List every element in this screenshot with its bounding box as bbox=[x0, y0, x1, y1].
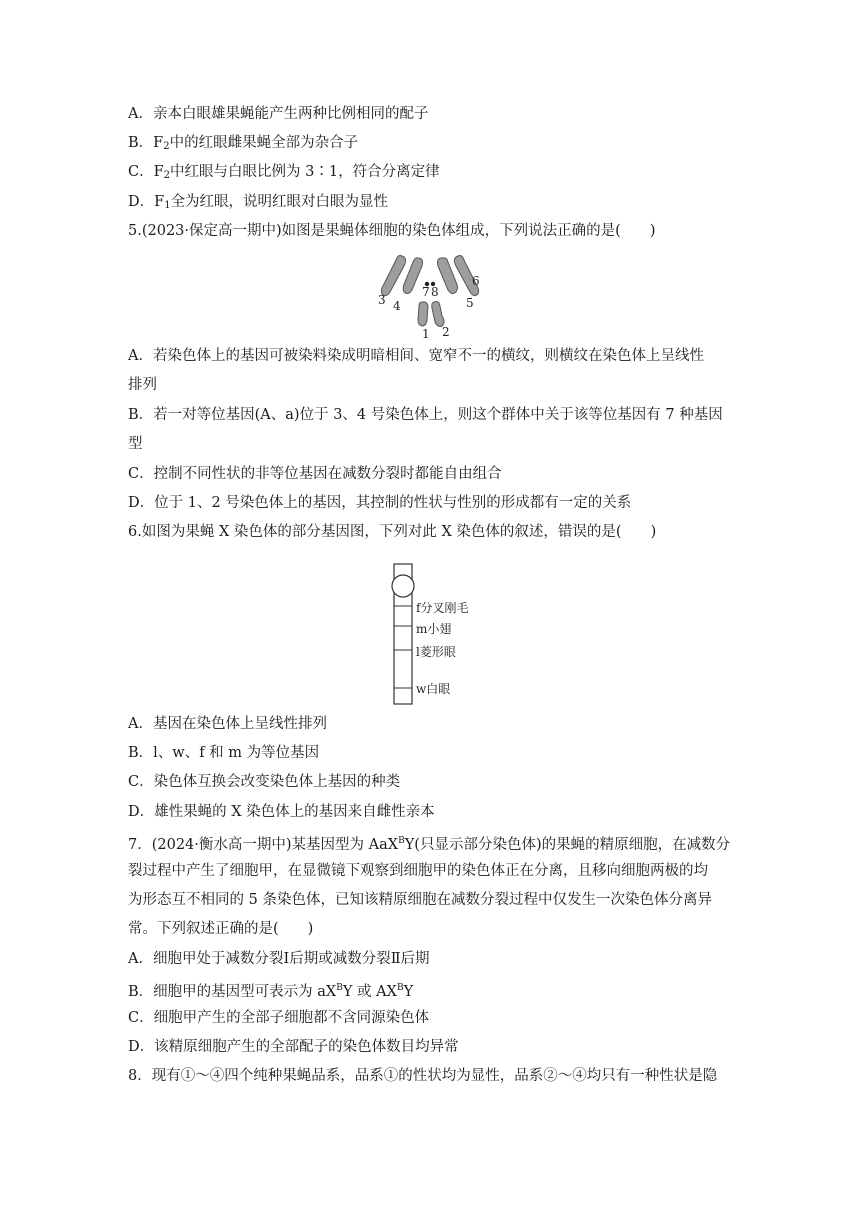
q4-option-d: D．$F_1$全为红眼，说明红眼对白眼为显性 bbox=[128, 194, 389, 211]
q6-option-c: C．染色体互换会改变染色体上基因的种类 bbox=[128, 774, 401, 790]
q5-option-a-line2: 排列 bbox=[128, 377, 157, 393]
q8-stem-line1: 8．现有①～④四个纯种果蝇品系，品系①的性状均为显性，品系②～④均只有一种性状是隐 bbox=[128, 1068, 718, 1084]
q7-stem-line2: 裂过程中产生了细胞甲，在显微镜下观察到细胞甲的染色体正在分离，且移向细胞两极的均 bbox=[128, 863, 708, 879]
q7-option-b: B．细胞甲的基因型可表示为 $aX^BY$ 或 $AX^BY$ bbox=[128, 983, 414, 1000]
centromere bbox=[392, 575, 414, 597]
q5-stem: 5.(2023·保定高一期中)如图是果蝇体细胞的染色体组成，下列说法正确的是( ) bbox=[128, 223, 656, 239]
gene-label-w: w白眼 bbox=[416, 682, 451, 696]
gene-label-m: m小翅 bbox=[416, 622, 452, 636]
label-6: 6 bbox=[472, 274, 480, 288]
q6-option-a: A．基因在染色体上呈线性排列 bbox=[128, 716, 327, 732]
label-8: 8 bbox=[431, 285, 439, 299]
q5-option-d: D．位于 1、2 号染色体上的基因，其控制的性状与性别的形成都有一定的关系 bbox=[128, 495, 632, 511]
label-1: 1 bbox=[422, 327, 430, 341]
q7-stem-line3: 为形态互不相同的 5 条染色体，已知该精原细胞在减数分裂过程中仅发生一次染色体分离异 bbox=[128, 892, 712, 908]
label-5: 5 bbox=[466, 296, 474, 310]
q7-option-c: C．细胞甲产生的全部子细胞都不含同源染色体 bbox=[128, 1010, 430, 1026]
label-7: 7 bbox=[422, 285, 430, 299]
q4-option-a: A．亲本白眼雄果蝇能产生两种比例相同的配子 bbox=[128, 106, 429, 122]
q4-option-b: B．$F_2$中的红眼雌果蝇全部为杂合子 bbox=[128, 135, 359, 152]
q6-option-d: D．雄性果蝇的 X 染色体上的基因来自雌性亲本 bbox=[128, 804, 435, 820]
gene-label-f: f分叉刚毛 bbox=[416, 601, 469, 615]
gene-label-l: l菱形眼 bbox=[416, 645, 456, 659]
chromosome-karyotype-figure bbox=[372, 250, 488, 342]
chromosome-2 bbox=[432, 302, 444, 327]
q6-option-b: B．l、w、f 和 m 为等位基因 bbox=[128, 745, 320, 761]
q5-option-c: C．控制不同性状的非等位基因在减数分裂时都能自由组合 bbox=[128, 466, 502, 482]
q7-option-d: D．该精原细胞产生的全部配子的染色体数目均异常 bbox=[128, 1039, 459, 1055]
chromosome-1 bbox=[418, 302, 428, 326]
q5-option-b-line2: 型 bbox=[128, 436, 143, 452]
q7-stem-line4: 常。下列叙述正确的是( ) bbox=[128, 921, 314, 937]
label-2: 2 bbox=[442, 325, 450, 339]
q5-option-a-line1: A．若染色体上的基因可被染料染成明暗相间、宽窄不一的横纹，则横纹在染色体上呈线性 bbox=[128, 348, 704, 364]
chromosome-3 bbox=[381, 256, 405, 296]
label-4: 4 bbox=[393, 299, 401, 313]
q7-stem-line1: 7．(2024·衡水高一期中)某基因型为 AaX$^B$Y(只显示部分染色体)的果蝇的精原细胞，在减数分 bbox=[128, 836, 731, 853]
x-chromosome-gene-map bbox=[386, 550, 482, 706]
q4-option-c: C．$F_2$中红眼与白眼比例为 3∶1，符合分离定律 bbox=[128, 164, 440, 181]
chromosome-4 bbox=[403, 258, 422, 294]
q6-stem: 6.如图为果蝇 X 染色体的部分基因图，下列对此 X 染色体的叙述，错误的是( ) bbox=[128, 524, 657, 540]
q7-option-a: A．细胞甲处于减数分裂Ⅰ后期或减数分裂Ⅱ后期 bbox=[128, 951, 430, 967]
label-3: 3 bbox=[378, 293, 386, 307]
q5-option-b-line1: B．若一对等位基因(A、a)位于 3、4 号染色体上，则这个群体中关于该等位基因有 7 种基因 bbox=[128, 407, 723, 423]
